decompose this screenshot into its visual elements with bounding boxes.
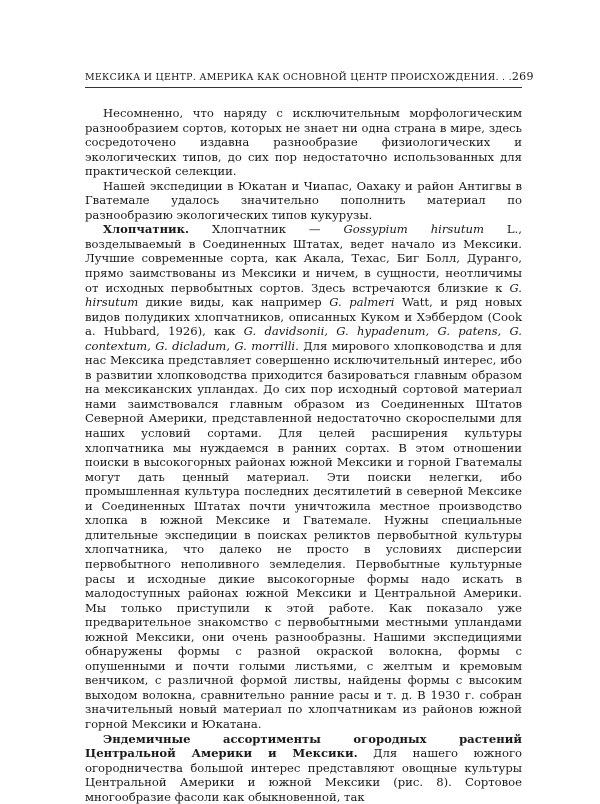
section-heading-cotton: Хлопчатник. [103, 222, 190, 237]
page-number: 269 [511, 70, 534, 83]
section-heading-vegetables: Эндемичные ассортименты огородных растений Центральной Америки и Мексики. [85, 731, 522, 761]
running-header [85, 70, 534, 88]
paragraph-cotton: Хлопчатник. Хлопчатник — Gossypium hirsutum L., возделываемый в Соединенных Штатах, ведет начало из Мексики. Лучшие современные сорта, как Акала, Техас, Биг Болл, Дуранго, прямо заимствованы из Мексики и ничем, в сущности, неотличимы от исходных первобытных сортов. Здесь встречаются близкие к G. hirsutum дикие виды, как например G. palmeri Watt, и ряд новых видов полудиких хлопчатников, описанных Куком и Хэббердом (Cook a. Hubbard, 1926), как G. davidsonii, G. hypadenum, G. patens, G. contextum, G. dicladum, G. morrilli. Для мирового хлопководства и для нас Мексика представляет совершенно исключительный интерес, ибо в развитии хлопководства приходится базироваться главным образом на мексиканских упландах. До сих пор исходный сортовой материал нами заимствовался главным образом из Соединенных Штатов Северной Америки, представленной недостаточно скороспелыми для наших условий сортами. Для целей расширения культуры хлопчатника мы нуждаемся в ранних сортах. В этом отношении поиски в высокогорных районах южной Мексики и горной Гватемалы могут дать ценный материал. Эти поиски нелегки, ибо промышленная культура последних десятилетий в северной Мексике и Соединенных Штатах почти уничтожила местное производство хлопка в южной Мексике и Гватемале. Нужны специальные длительные экспедиции в поисках реликтов первобытной культуры хлопчатника, что далеко не просто в условиях дисперсии первобытного неполивного земледелия. Первобытные культурные расы и исходные дикие высокогорные формы надо искать в малодоступных районах южной Мексики и Центральной Америки. Мы только приступили к этой работе. Как показало уже предварительное знакомство с первобытными местными упландами южной Мексики, они очень разнообразны. Нашими экспедициями обнаружены формы с разной окраской волокна, формы с опушенными и почти голыми листьями, с желтым и кремовым венчиком, с различной формой листвы, найдены формы с высоким выходом волокна, сравнительно ранние расы и т. д. В 1930 г. собран значительный новый материал по хлопчатникам из районов южной горной Мексики и Юкатана. [85, 222, 522, 731]
paragraph-morphology: Несомненно, что наряду с исключительным морфологическим разнообразием сортов, которых не знает ни одна страна в мире, здесь сосредоточено издавна разнообразие физиологических и экологических типов, до сих пор недостаточно использованных для практической селекции. [85, 106, 522, 179]
running-header-title: МЕКСИКА И ЦЕНТР. АМЕРИКА КАК ОСНОВНОЙ ЦЕНТР ПРОИСХОЖДЕНИЯ. . . [85, 72, 512, 83]
species-name: G. hirsutum [85, 280, 522, 310]
species-list: G. davidsonii, G. hypadenum, G. patens, G. contextum, G. dicladum, G. morrilli. [85, 324, 522, 353]
paragraph-vegetables: Эндемичные ассортименты огородных растений Центральной Америки и Мексики. Для нашего южного огородничества большой интерес представляют овощные культуры Центральной Америки и южной Мексики (рис. 8). Сортовое многообразие фасоли как обыкновенной, так [85, 731, 522, 804]
body-text [85, 106, 522, 804]
species-name: G. palmeri [329, 295, 395, 310]
paragraph-expedition: Нашей экспедиции в Юкатан и Чиапас, Оахаку и район Антигвы в Гватемале удалось значительно пополнить материал по разнообразию экологических типов кукурузы. [85, 178, 522, 222]
species-name: Gossypium hirsutum [343, 222, 484, 237]
page [85, 70, 534, 804]
